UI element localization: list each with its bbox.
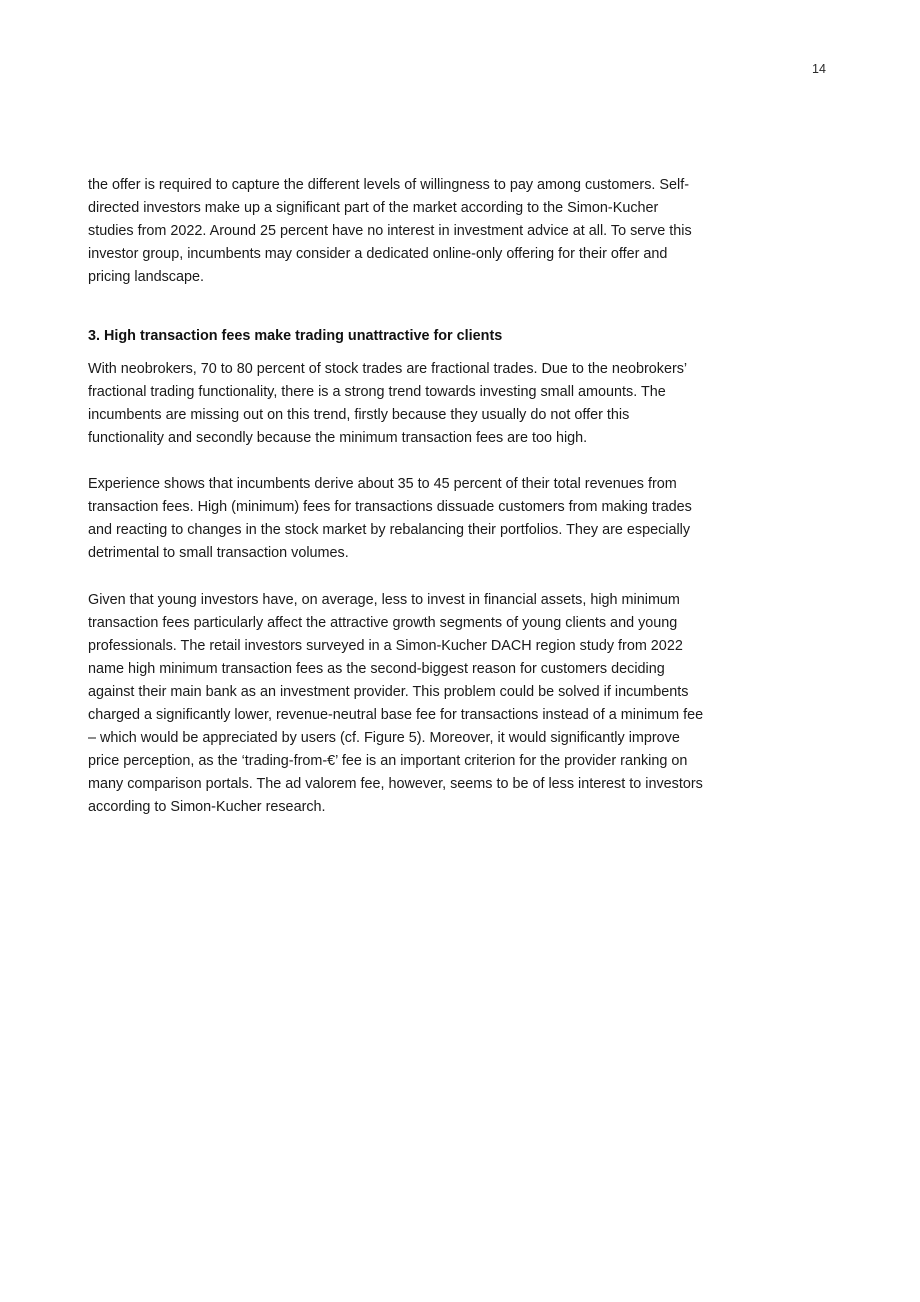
intro-paragraph: the offer is required to capture the different levels of willingness to pay among customers. Self-directed investors make up a significant part of the market according to the Simon-Kucher studies from 2022. Around 25 percent have no interest in investment advice at all. To serve this investor group, incumbents may consider a dedicated online-only offering for their offer and pricing landscape. (88, 177, 692, 286)
body-paragraph-2: Experience shows that incumbents derive about 35 to 45 percent of their total revenues from transaction fees. High (minimum) fees for transactions dissuade customers from making trades and reacting to changes in the stock market by rebalancing their portfolios. They are especially detrimental to small transaction volumes. (88, 476, 692, 562)
page-number: 14 (812, 62, 826, 76)
section-heading: 3. High transaction fees make trading unattractive for clients (88, 328, 503, 345)
main-content (88, 174, 704, 819)
body-paragraph-3: Given that young investors have, on average, less to invest in financial assets, high minimum transaction fees particularly affect the attractive growth segments of young clients and young professionals. The retail investors surveyed in a Simon-Kucher DACH region study from 2022 name high minimum transaction fees as the second-biggest reason for customers deciding against their main bank as an investment provider. This problem could be solved if incumbents charged a significantly lower, revenue-neutral base fee for transactions instead of a minimum fee – which would be appreciated by users (cf. Figure 5). Moreover, it would significantly improve price perception, as the ‘trading-from-€’ fee is an important criterion for the provider ranking on many comparison portals. The ad valorem fee, however, seems to be of less interest to investors according to Simon-Kucher research. (88, 591, 704, 816)
body-paragraph-1: With neobrokers, 70 to 80 percent of stock trades are fractional trades. Due to the neobrokers’ fractional trading functionality, there is a strong trend towards investing small amounts. The incumbents are missing out on this trend, firstly because they usually do not offer this functionality and secondly because the minimum transaction fees are too high. (88, 360, 687, 446)
